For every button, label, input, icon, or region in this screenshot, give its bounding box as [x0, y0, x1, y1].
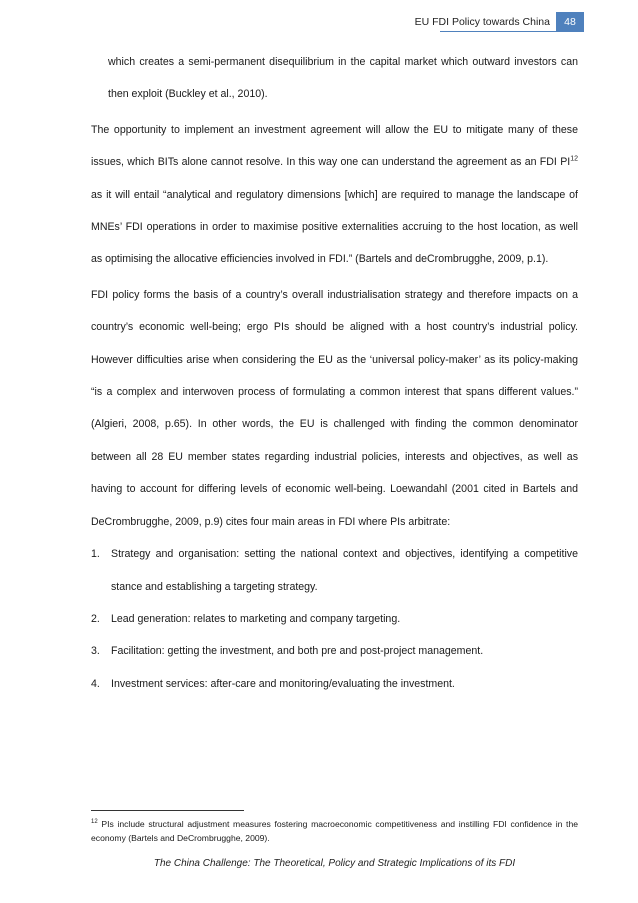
page-number-badge: 48	[556, 12, 584, 32]
list-number: 2.	[91, 612, 100, 625]
footnote-number: 12	[91, 819, 98, 826]
paragraph-fdi-policy: FDI policy forms the basis of a country’s overall industrialisation strategy and therefore impacts on a country’s economic well-being; ergo PIs should be aligned with a host country’s industrial policy. However difficulties arise when considering the EU as the ‘universal policy-maker’ as its policy-making “is a complex and interwoven process of formulating a common interest that spans different values.” (Algieri, 2008, p.65). In other words, the EU is challenged with finding the common denominator between all 28 EU member states regarding industrial policies, interests and objectives, as well as having to account for differing levels of economic well-being. Loewandahl (2001 cited in Bartels and DeCrombrugghe, 2009, p.9) cites four main areas in FDI where PIs arbitrate:	[91, 288, 578, 528]
paragraph-text-start: The opportunity to implement an investment agreement will allow the EU to mitigate many of these issues, which BITs alone cannot resolve. In this way one can understand the agreement as an FDI PI	[91, 123, 578, 169]
list-number: 1.	[91, 548, 100, 561]
list-text: Facilitation: getting the investment, and both pre and post-project management.	[111, 645, 484, 658]
list-item	[91, 635, 578, 667]
continuation-paragraph: which creates a semi-permanent disequilibrium in the capital market which outward investors can then exploit (Buckley et al., 2010).	[108, 56, 578, 101]
list-text: Strategy and organisation: setting the national context and objectives, identifying a competitive stance and establishing a targeting strategy.	[111, 548, 578, 593]
footnote-reference: 12	[570, 155, 578, 163]
pi-areas-list	[91, 538, 578, 700]
paragraph-investment-agreement	[91, 114, 578, 276]
paragraph-text-end: as it will entail “analytical and regulatory dimensions [which] are required to manage the landscape of MNEs’ FDI operations in order to maximise positive externalities accruing to the host location, as well as optimising the allocative efficiencies involved in FDI.” (Bartels and deCrombrugghe, 2009, p.1).	[91, 188, 578, 266]
page-body	[91, 46, 578, 700]
list-item	[91, 668, 578, 700]
list-text: Lead generation: relates to marketing and company targeting.	[111, 612, 401, 625]
list-number: 3.	[91, 645, 100, 658]
list-number: 4.	[91, 677, 100, 690]
footnote	[91, 817, 578, 845]
header-rule	[440, 31, 576, 32]
list-item	[91, 603, 578, 635]
running-footer: The China Challenge: The Theoretical, Policy and Strategic Implications of its FDI	[153, 858, 516, 869]
footnote-text: PIs include structural adjustment measures fostering macroeconomic competitiveness and instilling FDI confidence in the economy (Bartels and DeCrombrugghe, 2009).	[91, 819, 578, 843]
footnote-separator	[91, 810, 244, 811]
list-item	[91, 538, 578, 603]
running-header-title: EU FDI Policy towards China	[414, 16, 550, 28]
list-text: Investment services: after-care and monitoring/evaluating the investment.	[111, 677, 455, 690]
